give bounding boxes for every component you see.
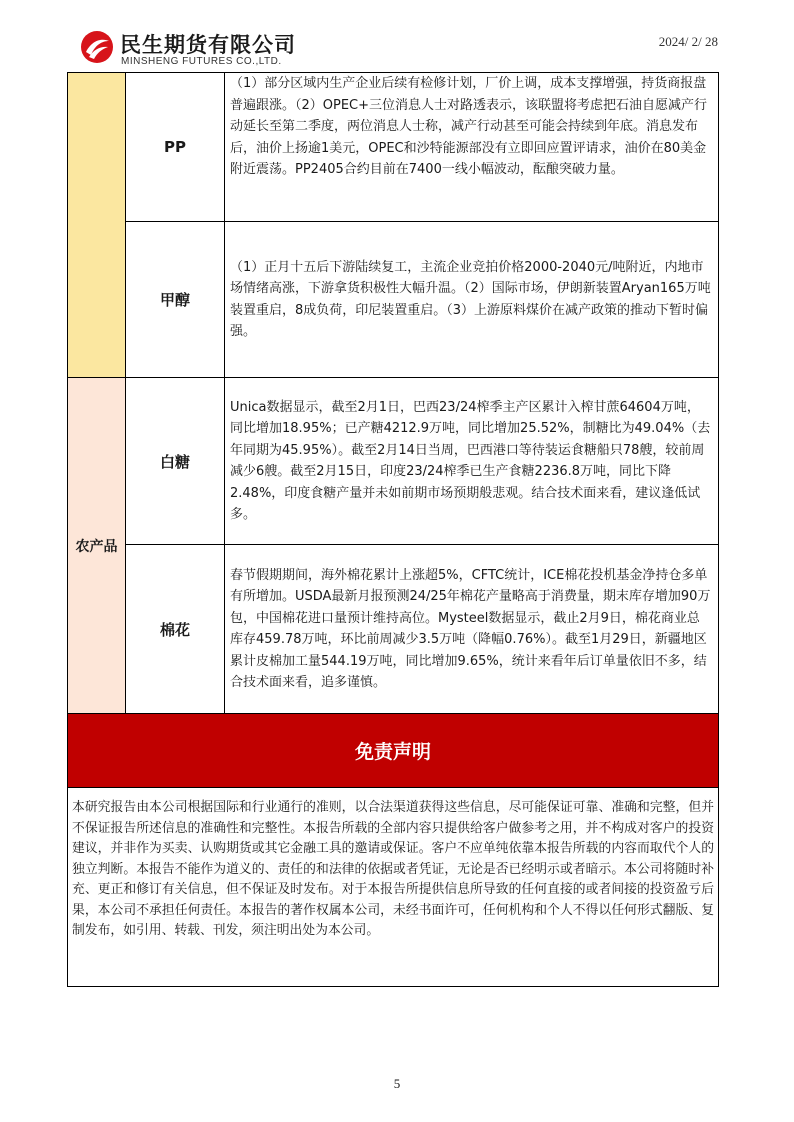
report-date: 2024/ 2/ 28 [658,34,718,49]
page-header [0,0,794,72]
product-commentary-methanol [224,221,719,378]
commentary-text: Unica数据显示，截至2月1日，巴西23/24榨季主产区累计入榨甘蔗64604万吨，同比增加18.95%；已产糖4212.9万吨，同比增加25.52%，制糖比为49.04%（去年同期为45.95%）。截至2月14日当周，巴西港口等待装运食糖船只78艘，较前周减少6艘。截至2月15日，印度23/24榨季已生产食糖2236.8万吨，同比下降2.48%，印度食糖产量并未如前期市场预期般悲观。结合技术面来看，建议逢低试多。 [230,399,711,522]
category-cell-chemical [67,72,126,378]
category-label-agri: 农产品 [75,539,118,555]
product-commentary-cotton [224,544,719,714]
disclaimer-body [67,787,719,987]
category-cell-agri [67,377,126,714]
commentary-text: （1）正月十五后下游陆续复工，主流企业竞拍价格2000-2040元/吨附近，内地市场情绪高涨，下游拿货积极性大幅升温。（2）国际市场，伊朗新装置Aryan165万吨装置重启，8成负荷，印尼装置重启。（3）上游原料煤价在减产政策的推动下暂时偏强。 [230,259,711,339]
disclaimer-title: 免责声明 [354,741,431,763]
product-name-methanol: 甲醇 [125,221,225,378]
product-name-sugar: 白糖 [125,377,225,545]
minsheng-logo-icon [80,30,114,64]
company-name-cn: 民生期货有限公司 [120,33,296,57]
product-name-cotton: 棉花 [125,544,225,714]
product-commentary-sugar [224,377,719,545]
disclaimer-text: 本研究报告由本公司根据国际和行业通行的准则，以合法渠道获得这些信息，尽可能保证可靠、准确和完整，但并不保证报告所述信息的准确性和完整性。本报告所载的全部内容只提供给客户做参考之用，并不构成对客户的投资建议，并非作为买卖、认购期货或其它金融工具的邀请或保证。客户不应单纯依靠本报告所载的内容而取代个人的独立判断。本报告不能作为道义的、责任的和法律的依据或者凭证，无论是否已经明示或者暗示。本公司将随时补充、更正和修订有关信息，但不保证及时发布。对于本报告所提供信息所导致的任何直接的或者间接的投资盈亏后果，本公司不承担任何责任。本报告的著作权属本公司，未经书面许可，任何机构和个人不得以任何形式翻版、复制发布，如引用、转载、刊发，须注明出处为本公司。 [72,800,714,938]
page-number: 5 [393,1076,401,1091]
disclaimer-title-bar [67,713,719,788]
company-name-en: MINSHENG FUTURES CO.,LTD. [121,56,282,67]
commentary-text: 春节假期期间，海外棉花累计上涨超5%，CFTC统计，ICE棉花投机基金净持仓多单有所增加。USDA最新月报预测24/25年棉花产量略高于消费量，期末库存增加90万包，中国棉花进口量预计维持高位。Mysteel数据显示，截止2月9日，棉花商业总库存459.78万吨，环比前周减少3.5万吨（降幅0.76%）。截至1月29日，新疆地区累计皮棉加工量544.19万吨，同比增加9.65%，统计来看年后订单量依旧不多，结合技术面来看，追多谨慎。 [230,567,711,690]
product-name-pp: PP [125,72,225,222]
product-commentary-pp [224,72,719,222]
commentary-text: （1）部分区域内生产企业后续有检修计划，厂价上调，成本支撑增强，持货商报盘普遍跟涨。（2）OPEC+三位消息人士对路透表示，该联盟将考虑把石油自愿减产行动延长至第二季度，两位消息人士称，减产行动甚至可能会持续到年底。消息发布后，油价上扬逾1美元，OPEC和沙特能源部没有立即回应置评请求，油价在80美金附近震荡。PP2405合约目前在7400一线小幅波动，酝酿突破力量。 [230,76,708,177]
